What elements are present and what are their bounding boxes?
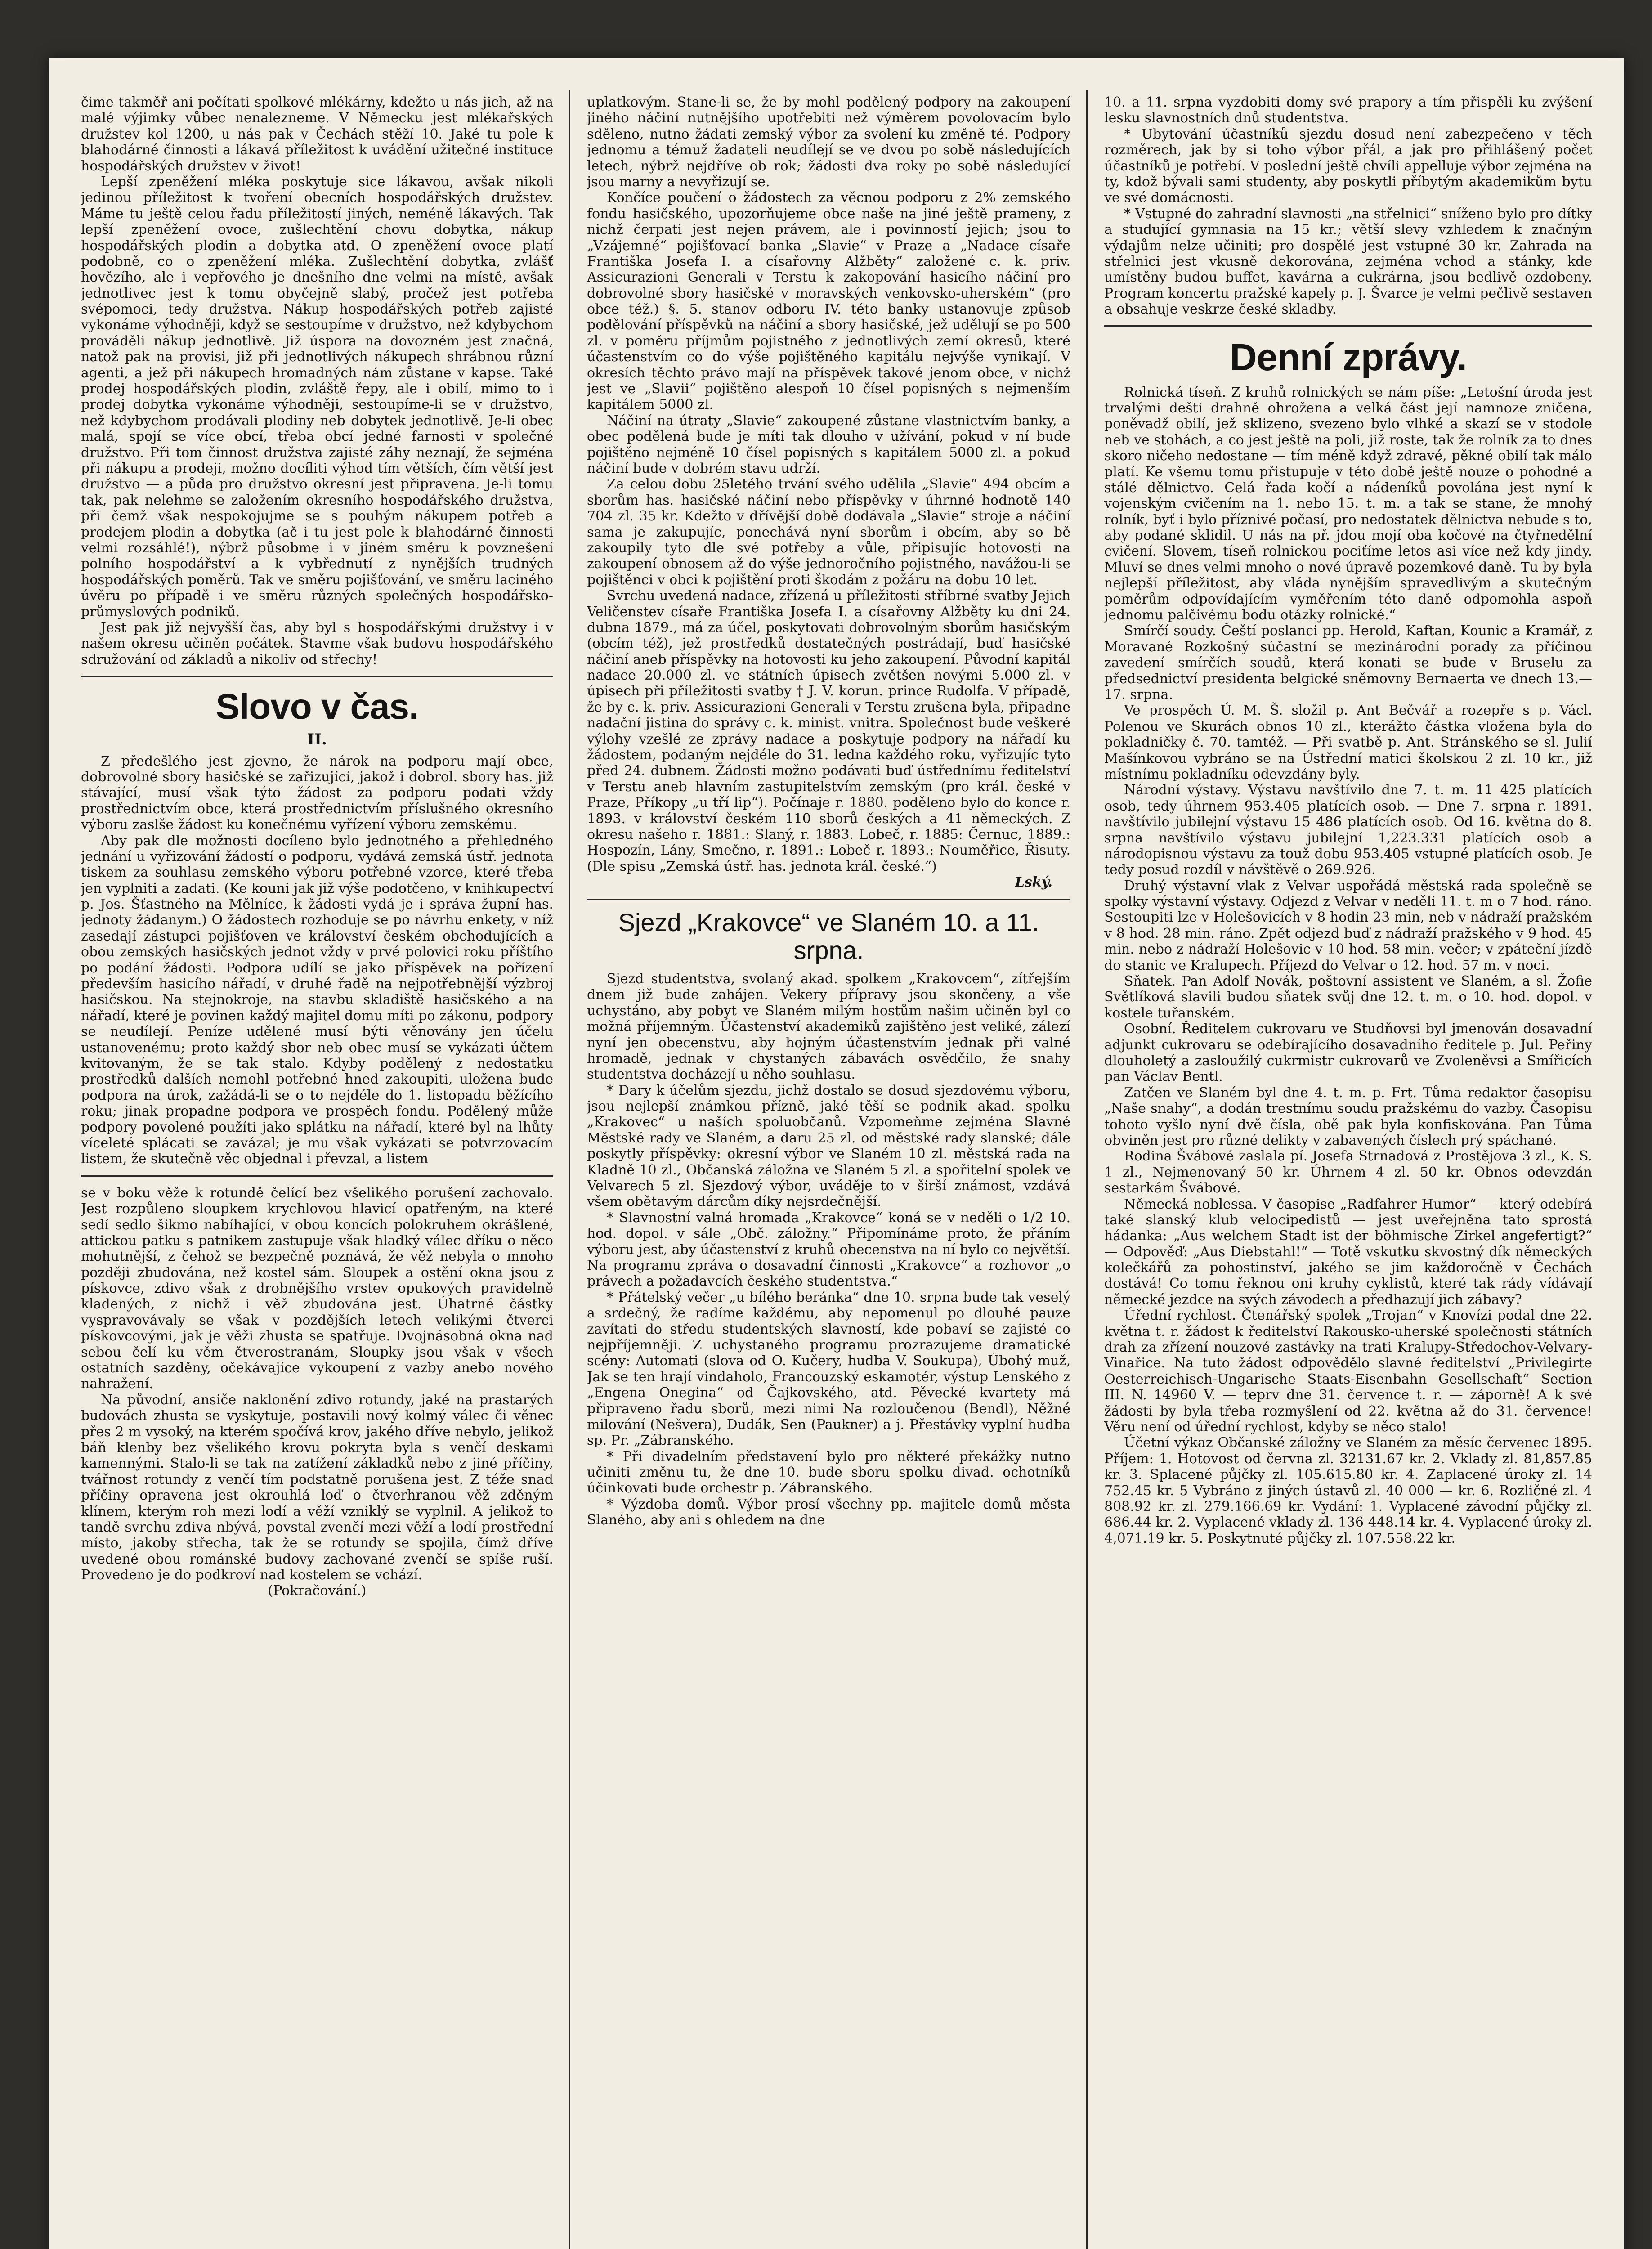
news-item: Sňatek. Pan Adolf Novák, poštovní assistent ve Slaném, a sl. Žofie Světlíková slavili budou sňatek svůj dne 12. t. m. o 10. hod. dopol. v kostele tuřanském. <box>1104 973 1592 1021</box>
news-item: Účetní výkaz Občanské záložny ve Slaném za měsíc červenec 1895. Příjem: 1. Hotovost od června zl. 32131.67 kr. 2. Vklady zl. 81,857.85 kr. 3. Splacené půjčky zl. 105.615.80 kr. 4. Zaplacené úroky zl. 14 752.45 kr. 5 Vybráno z jiných ústavů zl. 40 000 — kr. 6. Rozličné zl. 4 808.92 kr. zl. 279.166.69 kr. Vydání: 1. Vyplacené závodní půjčky zl. 686.44 kr. 2. Vyplacené vklady zl. 136 448.14 kr. 4. Vyplacené úroky zl. 4,071.19 kr. 5. Poskytnuté půjčky zl. 107.558.22 kr. <box>1104 1435 1592 1546</box>
article-paragraph: Svrchu uvedená nadace, zřízená u příležitosti stříbrné svatby Jejich Veličenstev císaře Františka Josefa I. a císařovny Alžběty ku dni 24. dubna 1879., má za účel, poskytovati dobrovolným sborům hasičským (obcím též), jež prostředků dostatečných postrádají, buď hasičské náčiní aneb příspěvky na hotovosti ku jeho zakoupení. Původní kapitál nadace 20.000 zl. ve státních úpisech zvětšen novými 5.000 zl. v úpisech při příležitosti svatby † J. V. korun. prince Rudolfa. V případě, že by c. k. priv. Assicurazioni Generali v Terstu zrušena byla, připadne nadační jistina do správy c. k. minist. vnitra. Společnost bude veškeré výlohy vzešlé ze zprávy nadace a poskytuje podpory na nářadí ku žádostem, podaným nejdéle do 31. ledna každého roku, vyřizujíc tyto před 24. dubnem. Žádosti možno podávati buď ústřednímu ředitelství v Terstu aneb hlavním zastupitelstvím zemským (pro král. české v Praze, Příkopy „u tří lip“). Počínaje r. 1880. poděleno bylo do konce r. 1893. v království českém 110 sborů českých a 41 německých. Z okresu našeho r. 1881.: Slaný, r. 1883. Lobeč, r. 1885: Černuc, 1889.: Hospozín, Lány, Smečno, r. 1891.: Lobeč r. 1893.: Nouměřice, Řisuty. (Dle spisu „Zemská ústř. has. jednota král. české.“) <box>587 588 1070 874</box>
article-headline: Sjezd „Krakovce“ ve Slaném 10. a 11. srpna. <box>618 908 1039 965</box>
column-2 <box>587 94 1070 2249</box>
article-paragraph: se v boku věže k rotundě čelící bez všelikého porušení zachovalo. Jest rozpůleno sloupkem krychlovou hlavicí opatřeným, na které sedí sedlo šikmo nabíhající, v obou koncích polokruhem okrášlené, attickou patku s patnikem zastupuje však hladký válec dříku o něco mohutnější, z čehož se bezpečně poznává, že věž nebyla o mnoho později zbudována, než kostel sám. Sloupek a ostění okna jsou z pískovce, zdivo však z drobnějšího vrstev opukových pravidelně kladených, z nichž i věž zbudována jest. Úhatrné částky vyspravovávaly se však v pozdějších letech velikými čtverci pískovcovými, jak je věži zhusta se spatřuje. Dvojnásobná okna nad sebou čelí ku věm čtverostranám, Sloupky jsou však v všech ostatních sazděny, očekávajíce vykoupení z vazby anebo nového nahražení. <box>81 1185 553 1392</box>
section-divider <box>587 899 1070 900</box>
column-divider <box>1086 90 1088 2249</box>
article-paragraph: * Při divadelním představení bylo pro některé překážky nutno učiniti změnu tu, že dne 10. bude sboru spolku divad. ochotníků účinkovati bude orchestr p. Zábranského. <box>587 1448 1070 1496</box>
article-paragraph: Jest pak již nejvyšší čas, aby byl s hospodářskými družstvy i v našem okresu učiněn počátek. Stavme však budovu hospodářského sdružování od základů a nikoliv od střechy! <box>81 619 553 668</box>
article-paragraph: 10. a 11. srpna vyzdobiti domy své prapory a tím přispěli ku zvýšení lesku slavnostních dnů studentstva. <box>1104 94 1592 126</box>
article-paragraph: Náčiní na útraty „Slavie“ zakoupené zůstane vlastnictvím banky, a obec podělená bude je míti tak dlouho v užívání, pokud v ní bude pojištěno nejméně 10 čísel popisných s kapitálem 5000 zl. a pokud náčiní bude v dobrém stavu udrží. <box>587 412 1070 476</box>
news-item: Rodina Švábové zaslala pí. Josefa Strnadová z Prostějova 3 zl., K. S. 1 zl., Nejmenovaný 50 kr. Úhrnem 4 zl. 50 kr. Obnos odevzdán sestarkám Švábové. <box>1104 1148 1592 1196</box>
article-paragraph: * Dary k účelům sjezdu, jichž dostalo se dosud sjezdovému výboru, jsou nejlepší známkou přízně, jaké těší se podnik akad. spolku „Krakovec“ u naších spoluobčanů. Vzpomeňme zejména Slavné Městské rady ve Slaném, a daru 25 zl. od městské rady slanské; dále poskytly příspěvky: okresní výbor ve Slaném 10 zl. městská rada na Kladně 10 zl., Občanská záložna ve Slaném 5 zl. a spořitelní spolek ve Velvarech 5 zl. Sjezdový výbor, uváděje to v širší známost, vzdává všem obětavým dárcům díky nejsrdečnější. <box>587 1082 1070 1210</box>
news-item: Smírčí soudy. Čeští poslanci pp. Herold, Kaftan, Kounic a Kramář, z Moravané Rozkošný súčastní se mezinárodní porady za příčinou zavedení smírčích soudů, která konati se bude v Bruselu za předsednictví presidenta belgické sněmovny Bernaerta ve dnech 13.—17. srpna. <box>1104 623 1592 703</box>
column-divider <box>569 90 570 2249</box>
article-paragraph: * Ubytování účastníků sjezdu dosud není zabezpečeno v těch rozměrech, jak by si toho výbor přál, a jak pro přihlášený počet účastníků je potřebí. V poslední ještě chvíli appelluje výbor zejména na ty, kdož bývali sami studenty, aby poskytli příbytým akademikům bytu ve své domácnosti. <box>1104 126 1592 206</box>
section-title: Slovo v čas. <box>215 686 419 727</box>
article-paragraph: Za celou dobu 25letého trvání svého udělila „Slavie“ 494 obcím a sborům has. hasičské náčiní nebo příspěvky v úhrnné hodnotě 140 704 zl. 35 kr. Kdežto v dřívější době dodávala „Slavie“ stroje a náčiní sama je zakupujíc, ponechává nyní sborům i obcím, aby so bě zakoupily tyto dle své potřeby a vůle, připisujíc hotovosti na zakoupení obnosem až do výše jednoročního pojistného, navážou-li se pojištěnci v obci k pojištění proti škodám z požáru na dobu 10 let. <box>587 476 1070 588</box>
news-item: Německá noblessa. V časopise „Radfahrer Humor“ — který odebírá také slanský klub velocipedistů — jest uveřejněna tato sprostá hádanka: „Aus welchem Stadt ist der böhmische Zirkel angefertigt?“ — Odpověď: „Aus Diebstahl!“ — Totě vskutku skvostný dík německých kolečkářů za pohostinství, jakého se jim každoročně v Čechách dostává! Co tomu řeknou oni kruhy cyklistů, které tak rády vídávají německé jezdce na svých závodech a předhazují jich zábavy? <box>1104 1196 1592 1308</box>
article-paragraph: uplatkovým. Stane-li se, že by mohl podělený podpory na zakoupení jiného náčiní nutnějšího upotřebiti než výměrem povolovacím bylo sděleno, nutno žádati zemský výbor za svolení ku změně té. Podpory jednomu a témuž žadateli neudílejí se ve dvou po sobě následujících letech, nýbrž nejdříve ob rok; žádosti dva roky po sobě následující jsou marny a nevyřizují se. <box>587 94 1070 190</box>
news-item: Ve prospěch Ú. M. Š. složil p. Ant Bečvář a rozepře s p. Václ. Polenou ve Skurách obnos 10 zl., kterážto částka vložena byla do pokladničky č. 70. tamtéž. — Při svatbě p. Ant. Stránského se sl. Julií Mašínkovou vybráno se na Ústřední matici školskou 2 zl. 10 kr., již místnímu pokladníku odevzdány byly. <box>1104 703 1592 782</box>
article-paragraph: Sjezd studentstva, svolaný akad. spolkem „Krakovcem“, zítřejším dnem již bude zahájen. Vekery přípravy jsou skončeny, a vše uchystáno, aby pobyt ve Slaném milým hostům našim učiněn byl co možná příjemným. Účastenství akademiků zajištěno jest veliké, zálezí nyní jen obecenstvu, aby hojným účastenstvím jednak při valné hromadě, jednak v chystaných zábavách osvědčilo, že snahy studentstva docházejí u něho souhlasu. <box>587 971 1070 1083</box>
section-title: Denní zprávy. <box>1230 336 1467 379</box>
continuation-note: (Pokračování.) <box>268 1583 367 1599</box>
article-paragraph: Aby pak dle možnosti docíleno bylo jednotného a přehledného jednání u vyřizování žádostí o podporu, vydává zemská ústř. jednota tiskem za souhlasu zemského výboru potřebné vzorce, které třeba jen vyplniti a zadati. (Ke kouni jak již výše podotčeno, v knihkupectví p. Jos. Šťastného na Mělníce, k žádosti vydá je i správa župní has. jednoty žádanym.) O žádostech rozhoduje se po návrhu enkety, v níž zasedají zástupci pojišťoven ve království českém obchodujících a obou zemských hasičských jednot vždy v prvé polovici roku příštího po podání žádosti. Podpora udílí se jako příspěvek na pořízení především hasicího nářadí, v druhé řadě na nejpotřebnější výzbroj hasičskou. Na stejnokroje, na stavbu skladiště hasičského a na nářadí, které je povinen každý majitel domu míti po zákonu, podpory se neudílejí. Peníze udělené musí býti věnovány jen účelu ustanovenému; proto každý sbor neb obec musí se vykázati účtem kvitovaným, že se tak stalo. Kdyby podělený z nedostatku prostředků dalších nemohl potřebné hned zakoupiti, uložena bude podpora na úrok, zažádá-li se o to nejdéle do 1. listopadu běžícího roku; jinak propadne podpora ve prospěch fondu. Podělený může podpory povolené použíti jako splátku na nářadí, které byl na lhůty víceleté splácati se zavázal; je mu však vykázati se potvrzovacím listem, že skutečně věc objednal i převzal, a listem <box>81 833 553 1167</box>
column-3 <box>1104 94 1592 2249</box>
article-paragraph: * Přátelský večer „u bílého beránka“ dne 10. srpna bude tak veselý a srdečný, že radíme každému, aby nepomenul po dlouhé pauze zavítati do středu studentských slavností, kde pobaví se zajisté co nejpříjemněji. Z uchystaného programu prozrazujeme dramatické scény: Automati (slova od O. Kučery, hudba V. Soukupa), Úbohý muž, Jak se ten hrají vindaholo, Francouzský eskamotér, výstup Lenského z „Engena Onegina“ od Čajkovského, atd. Pěvecké kvartety má připraveno řadu sborů, mezi nimi Na rozloučenou (Bendl), Něžné milování (Nešvera), Dudák, Sen (Paukner) a j. Přestávky vyplní hudba sp. Pr. „Zábranského. <box>587 1289 1070 1449</box>
column-1 <box>81 94 553 2249</box>
news-item: Úřední rychlost. Čtenářský spolek „Trojan“ v Knovízi podal dne 22. května t. r. žádost k ředitelství Rakousko-uherské společnosti státních drah za zřízení nouzové zastávky na trati Kralupy-Středochov-Velvary-Vinařice. Na tuto žádost odpovědělo slavné ředitelství „Privilegirte Oesterreichisch-Ungarische Staats-Eisenbahn Gesellschaft“ Section III. N. 14960 V. — teprv dne 31. července t. r. — záporně! A k své žádosti by byla třeba rozmyšlení od 22. května až do 31. července! Věru není od úřední rychlost, kdyby se něco stalo! <box>1104 1308 1592 1435</box>
article-paragraph: čime takměř ani počítati spolkové mlékárny, kdežto u nás jich, až na malé výjimky vůbec nenalezneme. V Německu jest mlékařských družstev kol 1200, u nás pak v Čechách stěží 10. Jaké tu pole k blahodárné činnosti a lákavá příležitost k uvádění užitečné instituce hospodářských družstev v život! <box>81 94 553 174</box>
news-item: Rolnická tíseň. Z kruhů rolnických se nám píše: „Letošní úroda jest trvalými dešti drahně ohrožena a velká část její namnoze zničena, poněvadž obilí, jež sklizeno, svezeno bylo vlhké a skazí se v stodole neb ve stohách, a co jest ještě na poli, již roste, tak že rolník za to dnes skoro ničeho nedostane — tím méně když zdravé, pěkné obilí tak málo platí. Ke všemu tomu přistupuje v této době ještě nouze o pohodné a stálé dělnictvo. Celá řada kočí a nádeníků povolána jest nyní k vojenským cvičením na 1. nebo 15. t. m. a tak se stane, že mnohý rolník, byť i bylo příznivé počasí, pro nedostatek dělnictva nebude s to, aby podané sklidil. U nás na př. jdou mojí oba kočové na čtyřnedělní cvičení. Slovem, tíseň rolnickou pociťíme letos asi více než kdy jindy. Mluví se dnes velmi mnoho o nové úpravě pozemkové daně. Tu by byla nejlepší příležitost, aby vláda nynějším spravedlivým a skutečným poměrům odpovídajícím vyměřením této daně odpomohla aspoň jednomu palčivému bodu otázky rolnické.“ <box>1104 384 1592 623</box>
article-paragraph: Lepší zpeněžení mléka poskytuje sice lákavou, avšak nikoli jedinou příležitost k tvoření obecních hospodářských družstev. Máme tu ještě celou řadu příležitostí jiných, neméně lákavých. Tak lepší zpeněžení ovoce, zušlechtění chovu dobytka, nákup hospodářských plodin a dobytka atd. O zpeněžení ovoce platí podobně, co o zpeněžení mléka. Zušlechtění dobytka, zvlášť hovězího, ale i vepřového je dnešního dne velmi na místě, avšak jednotlivec jest k tomu obyčejně slabý, pročež jest potřeba svépomoci, tedy družstva. Nákup hospodářských potřeb zajisté vykonáme výhodněji, když se sestoupíme v družstvo, než kdybychom prováděli nákup jednotlivě. Již úspora na dovozném jest značná, natož pak na provisi, již při jednotlivých nákupech shrábnou různí agenti, a jež při nákupech hromadných nám zůstane v kapse. Také prodej hospodářských plodin, zvláště řepy, ale i obilí, mimo to i prodej dobytka vykonáme výhodněji, sestoupíme-li se v družstvo, než kdybychom prodávali plodiny neb dobytek jednotlivě. Je-li obec malá, spojí se více obcí, třeba obcí jedné farnosti v společné družstvo. Při tom činnost družstva zajisté záhy neznají, že sejména při nákupu a prodeji, možno docíliti výhod tím větších, čím větší jest družstvo — a půda pro družstvo okresní jest připravena. Je-li tomu tak, pak nelehme se založením okresního hospodářského družstva, při čemž však nespokojujme se s pouhým nákupem potřeb a prodejem plodin a dobytka (ač i tu jest pole k blahodárné činnosti velmi rozsáhlé!), nýbrž působme i v jiném směru k povznešení polního hospodářství a k vybřednutí z nynějších trudných hospodářských poměrů. Tak ve směru pojišťování, ve směru laciného úvěru po případě i ve směru různých společných hospodářsko-průmyslových podniků. <box>81 174 553 620</box>
news-item: Druhý výstavní vlak z Velvar uspořádá městská rada společně se spolky výstavní výstavy. Odjezd z Velvar v neděli 11. t. m o 7 hod. ráno. Sestoupiti lze v Holešovicích v 8 hodin 23 min, neb v nádraží pražském v 8 hod. 28 min. ráno. Zpět odjezd buď z nádraží pražského v 9 hod. 45 min. nebo z nádraží Holešovic v 10 hod. 58 min. večer; v zpáteční jízdě do stanic ve Kralupech. Příjezd do Velvar o 12. hod. 57 m. v noci. <box>1104 878 1592 973</box>
author-signature: Lský. <box>1015 874 1052 891</box>
article-paragraph: * Vstupné do zahradní slavnosti „na střelnici“ sníženo bylo pro dítky a studující gymnasia na 15 kr.; větší slevy vzhledem k značným výdajům nelze učiniti; pro dospělé jest vstupné 30 kr. Zahrada na střelnici jest vkusně dekorována, zejména vchod a stánky, kde umístěny budou buffet, kavárna a cukrárna, jsou bedlivě ozdobeny. Program koncertu pražské kapely p. J. Švarce je velmi pečlivě sestaven a obsahuje veskrze české skladby. <box>1104 206 1592 318</box>
section-divider <box>1104 325 1592 327</box>
section-part-number: II. <box>307 730 327 749</box>
article-paragraph: Končíce poučení o žádostech za věcnou podporu z 2% zemského fondu hasičského, upozorňujeme obce naše na jiné ještě prameny, z nichž čerpati jest nejen právem, ale i povinností jejich; jsou to „Vzájemné“ pojišťovací banka „Slavie“ v Praze a „Nadace císaře Františka Josefa I. a císařovny Alžběty“ založené c. k. priv. Assicurazioni Generali v Terstu k zakopování hasicího náčiní pro dobrovolné sbory hasičské v moravských venkovsko-uherském“ (pro obce též.) §. 5. stanov odboru IV. této banky ustanovuje způsob podělování příspěvků na náčiní a sbory hasičské, jež udělují se po 500 zl. v poměru příjmům pojistného z jednotlivých zemí okresů, které účastenstvím co do výše pojištěného kapitálu nejvýše vynikají. V okresích těchto právo mají na příspěvek takové jenom obce, v nichž jest ve „Slavii“ pojištěno alespoň 10 čísel popisných s nejmenším kapitálem 5000 zl. <box>587 190 1070 413</box>
news-item: Osobní. Ředitelem cukrovaru ve Studňovsi byl jmenován dosavadní adjunkt cukrovaru se odebírajícího dosavadního ředitele p. Jul. Peřiny dlouholetý a zasloužilý cukrmistr cukrovarů ve Zvoleněvsi a Smířicích pan Václav Bentl. <box>1104 1021 1592 1085</box>
article-paragraph: * Slavnostní valná hromada „Krakovce“ koná se v neděli o 1/2 10. hod. dopol. v sále „Obč. záložny.“ Připomínáme proto, že přáním výboru jest, aby účastenství z kruhů obecenstva na ní bylo co největší. Na programu zpráva o dosavadní činnosti „Krakovce“ a rozhovor „o právech a požadavcích českého studentstva.“ <box>587 1210 1070 1290</box>
news-item: Zatčen ve Slaném byl dne 4. t. m. p. Frt. Tůma redaktor časopisu „Naše snahy“, a dodán trestnímu soudu pražskému do vazby. Časopisu tohoto vyšlo nyní dvě čísla, obě pak byla konfiskována. Pan Tůma obviněn jest pro různé delikty v zabavených číslech prý spáchané. <box>1104 1084 1592 1148</box>
newspaper-page <box>49 58 1624 2249</box>
article-paragraph: Z předešlého jest zjevno, že nárok na podporu mají obce, dobrovolné sbory hasičské se zařizující, jakož i dobrol. sbory has. již stávající, musí však týto žádost za podporu podati vždy prostřednictvím obce, která prostřednictvím příslušného okresního výboru zaslše žádost ku konečnému vyřízení výboru zemskému. <box>81 753 553 833</box>
section-divider <box>81 1175 553 1177</box>
article-paragraph: * Výzdoba domů. Výbor prosí všechny pp. majitele domů města Slaného, aby ani s ohledem na dne <box>587 1496 1070 1528</box>
article-paragraph: Na původní, ansiče naklonění zdivo rotundy, jaké na prastarých budovách zhusta se vyskytuje, postavili nový kolmý válec či věnec přes 2 m vysoký, na kterém spočívá krov, jakého dříve nebylo, jelikož báň klenby bez všelikého krovu pokryta byla s venčí deskami kamennými. Stalo-li se tak na zatížení základků nebo z jiné příčiny, tvářnost rotundy z venčí tím podstatně porušena jest. Z téže snad příčiny opravena jest okrouhlá loď o čtverhranou věž zděným klínem, kterým roh mezi lodí a věží vzniklý se vyplnil. A jelikož to tandě svrchu zdiva nbývá, povstal zvenčí mezi věží a lodí prostřední místo, jakoby střecha, tak že se rotundy se spojila, čímž dříve uvedené obou románské budovy zachované zvenčí se spíše ruší. Provedeno je do podkroví nad kostelem se vchází. <box>81 1392 553 1583</box>
section-divider <box>81 676 553 677</box>
news-item: Národní výstavy. Výstavu navštívilo dne 7. t. m. 11 425 platících osob, tedy úhrnem 953.405 platících osob. — Dne 7. srpna r. 1891. navštívilo jubilejní výstavu 15 486 platících osob. Od 16. května do 8. srpna navštívilo výstavu jubilejní 1,223.331 platících osob a národopisnou výstavu za touž dobu 953.405 vstupné platících osob. Je tedy posud rozdíl v návštěvě o 269.926. <box>1104 782 1592 878</box>
